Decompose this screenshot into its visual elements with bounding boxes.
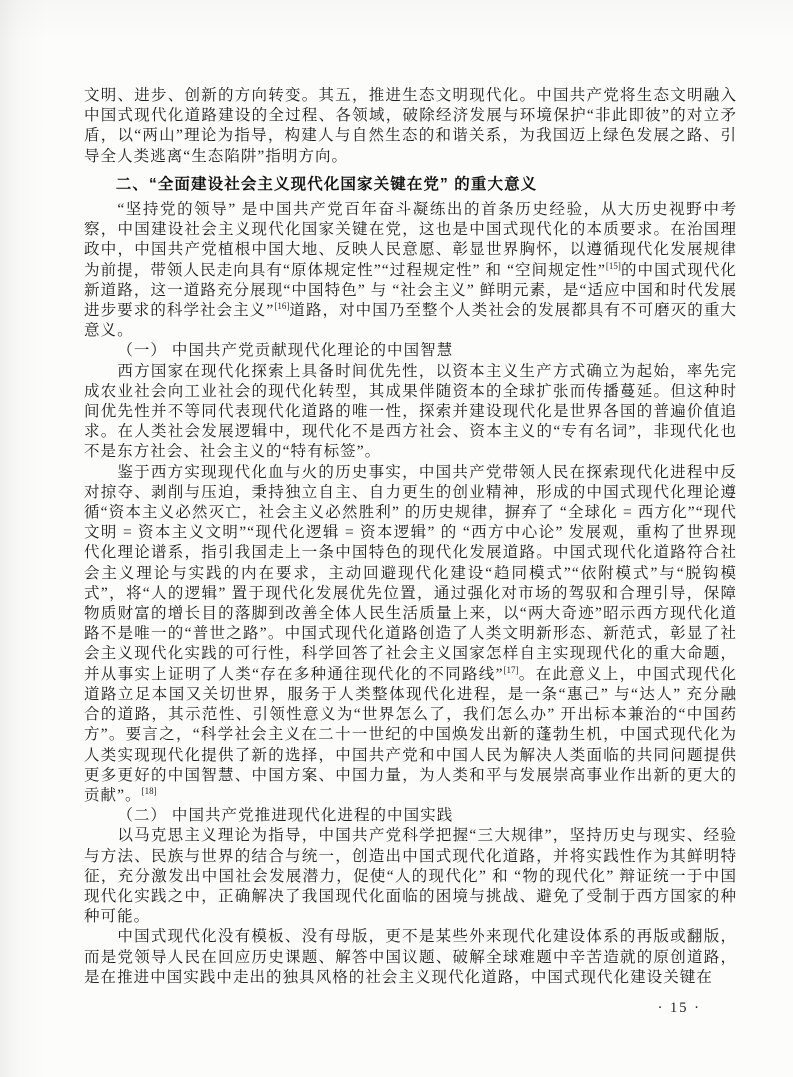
- page-number: · 15 ·: [657, 1000, 701, 1016]
- paragraph: “坚持党的领导” 是中国共产党百年奋斗凝练出的首条历史经验，从大历史视野中考察，中国建设社会主义现代化国家关键在党，这也是中国式现代化的本质要求。在治国理政中，中国共产党植根中国大地、反映人民意愿、彰显世界胸怀，以遵循现代化发展规律为前提，带领人民走向具有“原体规定性”“过程规定性” 和 “空间规定性”[15]的中国式现代化新道路，这一道路充分展现“中国特色” 与 “社会主义” 鲜明元素，是“适应中国和时代发展进步要求的科学社会主义”[16]道路，对中国乃至整个人类社会的发展都具有不可磨灭的重大意义。: [84, 201, 738, 340]
- citation-ref: [16]: [274, 301, 290, 312]
- sub-heading: （二） 中国共产党推进现代化进程的中国实践: [117, 807, 454, 825]
- sub-heading: （一） 中国共产党贡献现代化理论的中国智慧: [117, 342, 454, 360]
- citation-ref: [15]: [605, 260, 621, 271]
- paragraph: 鉴于西方实现现代化血与火的历史事实，中国共产党带领人民在探索现代化进程中反对掠夺、剥削与压迫，秉持独立自主、自力更生的创业精神，形成的中国式现代化理论遵循“资本主义必然灭亡，社会主义必然胜利” 的历史规律，摒弃了 “全球化 = 西方化”“现代文明 = 资本主义文明”“现代化逻辑 = 资本逻辑” 的 “西方中心论” 发展观，重构了世界现代化理论谱系，指引我国走上一条中国特色的现代化发展道路。中国式现代化道路符合社会主义理论与实践的内在要求，主动回避现代化建设“趋同模式”“依附模式”与“脱钩模式”，将“人的逻辑” 置于现代化发展优先位置，通过强化对市场的驾驭和合理引导，保障物质财富的增长目的落脚到改善全体人民生活质量上来，以“两大奇迹”昭示西方现代化道路不是唯一的“普世之路”。中国式现代化道路创造了人类文明新形态、新范式，彰显了社会主义现代化实践的可行性，科学回答了社会主义国家怎样自主实现现代化的重大命题，并从事实上证明了人类“存在多种通往现代化的不同路线”[17]。在此意义上，中国式现代化道路立足本国又关切世界，服务于人类整体现代化进程，是一条“惠己” 与“达人” 充分融合的道路，其示范性、引领性意义为“世界怎么了，我们怎么办” 开出标本兼治的“中国药方”。要言之，“科学社会主义在二十一世纪的中国焕发出新的蓬勃生机，中国式现代化为人类实现现代化提供了新的选择，中国共产党和中国人民为解决人类面临的共同问题提供更多更好的中国智慧、中国方案、中国力量，为人类和平与发展崇高事业作出新的更大的贡献”。[18]: [84, 463, 737, 804]
- paragraph: 中国式现代化没有模板、没有母版，更不是某些外来现代化建设体系的再版或翻版，而是党领导人民在回应历史课题、解答中国议题、破解全球难题中辛苦造就的原创道路，是在推进中国实践中走出的独具风格的社会主义现代化道路，中国式现代化建设关键在: [84, 928, 737, 986]
- paragraph: 以马克思主义理论为指导，中国共产党科学把握“三大规律”，坚持历史与现实、经验与方法、民族与世界的结合与统一，创造出中国式现代化道路，并将实践性作为其鲜明特征，充分激发出中国社会发展潜力，促使“人的现代化” 和 “物的现代化” 辩证统一于中国现代化实践之中，正确解决了我国现代化面临的困境与挑战、避免了受制于西方国家的种种可能。: [84, 827, 737, 926]
- paragraph-continued: 文明、进步、创新的方向转变。其五，推进生态文明现代化。中国共产党将生态文明融入中国式现代化道路建设的全过程、各领域，破除经济发展与环境保护“非此即彼”的对立矛盾，以“两山”理论为指导，构建人与自然生态的和谐关系，为我国迈上绿色发展之路、引导全人类逃离“生态陷阱”指明方向。: [84, 87, 737, 165]
- page-body: [84, 86, 737, 988]
- section-heading: 二、“全面建设社会主义现代化国家关键在党” 的重大意义: [115, 175, 538, 193]
- citation-ref: [17]: [503, 664, 519, 675]
- citation-ref: [18]: [141, 785, 157, 796]
- paragraph: 西方国家在现代化探索上具备时间优先性，以资本主义生产方式确立为起始，率先完成农业社会向工业社会的现代化转型，其成果伴随资本的全球扩张而传播蔓延。但这种时间优先性并不等同代表现代化道路的唯一性，探索并建设现代化是世界各国的普遍价值追求。在人类社会发展逻辑中，现代化不是西方社会、资本主义的“专有名词”，非现代化也不是东方社会、社会主义的“特有标签”。: [84, 362, 737, 461]
